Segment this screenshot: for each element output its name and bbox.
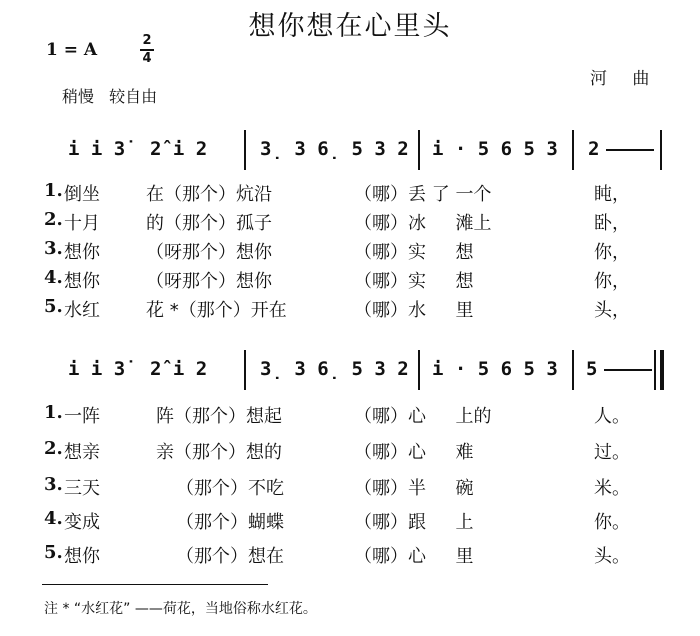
notation-line-2 xyxy=(0,344,700,400)
meter-bottom: 4 xyxy=(142,51,152,66)
footnote-divider xyxy=(42,584,268,585)
lyric: 你， xyxy=(594,271,630,292)
bar-line xyxy=(572,130,574,170)
bar-line xyxy=(418,350,420,390)
verse-number: 4. xyxy=(44,508,63,529)
verse-number: 3. xyxy=(44,238,63,259)
measure: i · 5 6 5 3 xyxy=(432,138,558,160)
lyric: （哪）冰 滩上 xyxy=(354,213,492,234)
lyric: 盹， xyxy=(594,184,630,205)
verse-number: 4. xyxy=(44,267,63,288)
lyric: 米。 xyxy=(594,478,630,499)
lyric: （哪）心 上的 xyxy=(354,406,492,427)
hold-dash xyxy=(604,369,652,371)
bar-line xyxy=(244,130,246,170)
bar-line xyxy=(660,130,662,170)
measure: i i 3̇ xyxy=(68,358,126,380)
verse-number: 5. xyxy=(44,542,63,563)
lyric: 变成 xyxy=(64,512,100,533)
measure: 3̣ 3 6̣ 5 3 2 xyxy=(260,138,409,160)
lyric: 你， xyxy=(594,242,630,263)
verse-number: 2. xyxy=(44,209,63,230)
hold-dash xyxy=(606,149,654,151)
lyric: 水红 xyxy=(64,300,100,321)
song-title: 想你想在心里头 xyxy=(248,11,452,42)
lyric: （哪）水 里 xyxy=(354,300,474,321)
lyric: （哪）丢 了 一个 xyxy=(354,184,492,205)
final-bar-line xyxy=(660,350,664,390)
lyric: 在（那个）炕沿 xyxy=(146,184,272,205)
lyric: 一阵 xyxy=(64,406,100,427)
key-signature: 1 = A xyxy=(46,40,98,60)
lyric: 想亲 xyxy=(64,442,100,463)
lyric: （那个）想在 xyxy=(176,546,284,567)
verse-number: 1. xyxy=(44,180,63,201)
lyric: 倒坐 xyxy=(64,184,100,205)
verse-number: 5. xyxy=(44,296,63,317)
lyric: 花 *（那个）开在 xyxy=(146,300,287,321)
lyric: （哪）心 难 xyxy=(354,442,474,463)
lyric: 三天 xyxy=(64,478,100,499)
measure: i · 5 6 5 3 xyxy=(432,358,558,380)
lyric: （呀那个）想你 xyxy=(146,271,272,292)
footnote: 注 * “水红花” ——荷花，当地俗称水红花。 xyxy=(44,601,317,617)
lyric: 亲（那个）想的 xyxy=(156,442,282,463)
tempo-marking: 稍慢 较自由 xyxy=(62,87,158,106)
song-source: 河 曲 xyxy=(590,69,660,89)
bar-line xyxy=(572,350,574,390)
lyric: （哪）心 里 xyxy=(354,546,474,567)
bar-line xyxy=(244,350,246,390)
lyric: 想你 xyxy=(64,546,100,567)
time-signature xyxy=(140,34,154,66)
lyric: （那个）蝴蝶 xyxy=(176,512,284,533)
lyric: 阵（那个）想起 xyxy=(156,406,282,427)
measure: 2̂ i 2 xyxy=(150,358,208,380)
lyric: 想你 xyxy=(64,271,100,292)
measure: 5 xyxy=(586,358,598,380)
verse-number: 3. xyxy=(44,474,63,495)
verse-number: 1. xyxy=(44,402,63,423)
lyric: 想你 xyxy=(64,242,100,263)
lyric: 过。 xyxy=(594,442,630,463)
lyric: （那个）不吃 xyxy=(176,478,284,499)
bar-line xyxy=(418,130,420,170)
bar-line xyxy=(654,350,656,390)
measure: 2̂ i 2 xyxy=(150,138,208,160)
lyric: 的（那个）孤子 xyxy=(146,213,272,234)
lyric: 人。 xyxy=(594,406,630,427)
lyric: （哪）实 想 xyxy=(354,271,474,292)
lyric: （哪）跟 上 xyxy=(354,512,474,533)
lyric: （哪）半 碗 xyxy=(354,478,474,499)
lyric: 十月 xyxy=(64,213,100,234)
lyric: 头。 xyxy=(594,546,630,567)
lyric: 卧， xyxy=(594,213,630,234)
lyric: 头， xyxy=(594,300,630,321)
notation-line-1 xyxy=(0,124,700,180)
measure: 3̣ 3 6̣ 5 3 2 xyxy=(260,358,409,380)
meter-top: 2 xyxy=(142,33,152,48)
lyric: （呀那个）想你 xyxy=(146,242,272,263)
lyric: （哪）实 想 xyxy=(354,242,474,263)
verse-number: 2. xyxy=(44,438,63,459)
lyric: 你。 xyxy=(594,512,630,533)
measure: i i 3̇ xyxy=(68,138,126,160)
measure: 2 xyxy=(588,138,600,160)
